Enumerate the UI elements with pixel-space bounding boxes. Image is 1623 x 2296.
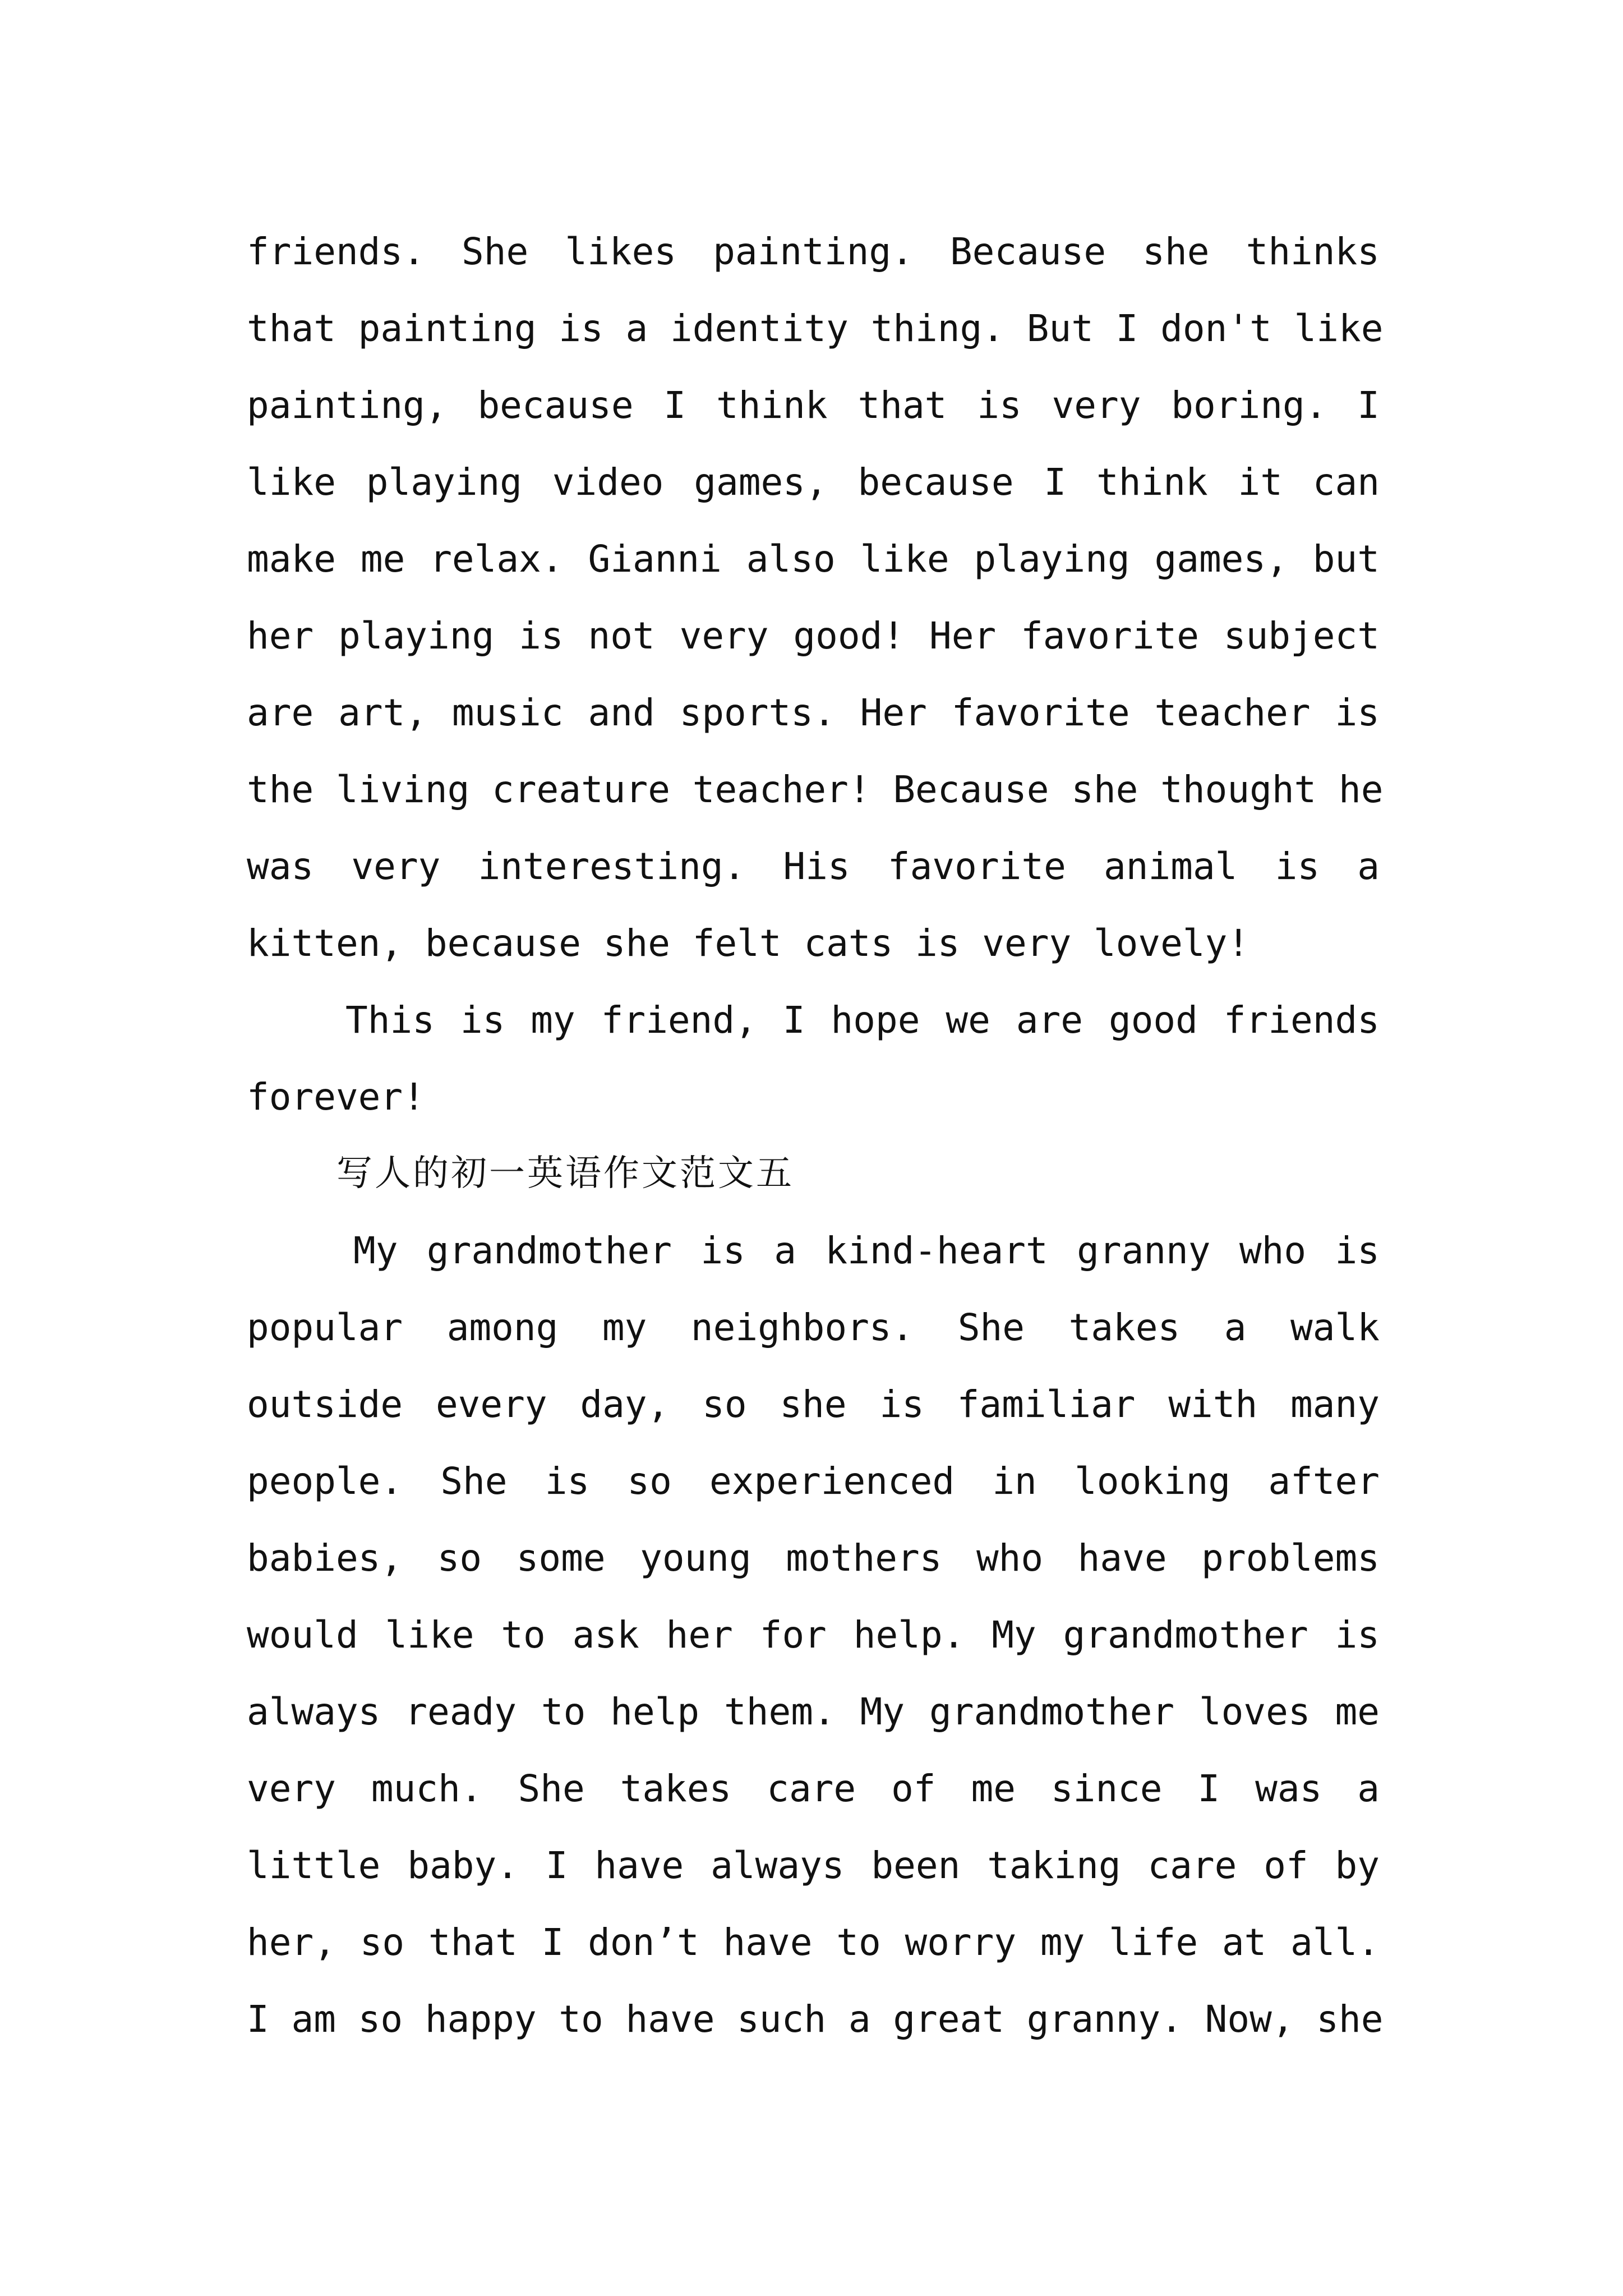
paragraph-1-line-7: are art, music and sports. Her favorite teacher is xyxy=(247,691,1380,734)
paragraph-1-line-9: was very interesting. His favorite animal is a xyxy=(247,845,1380,888)
paragraph-3-line-7: always ready to help them. My grandmother loves me xyxy=(247,1690,1380,1733)
paragraph-1-line-3: painting, because I think that is very boring. I xyxy=(247,384,1380,427)
paragraph-1-line-4: like playing video games, because I think it can xyxy=(247,461,1380,504)
section-heading: 写人的初一英语作文范文五 xyxy=(336,1153,794,1194)
paragraph-3-line-10: her, so that I don’t have to worry my life at all. xyxy=(247,1921,1380,1964)
paragraph-3-line-9: little baby. I have always been taking care of by xyxy=(247,1844,1380,1887)
paragraph-1-line-8: the living creature teacher! Because she thought he xyxy=(247,768,1384,811)
paragraph-3-line-11: I am so happy to have such a great granny. Now, she xyxy=(247,1998,1384,2041)
paragraph-1-line-6: her playing is not very good! Her favorite subject xyxy=(247,614,1380,657)
paragraph-2-line-1: This is my friend, I hope we are good friends xyxy=(345,999,1380,1042)
paragraph-3-line-2: popular among my neighbors. She takes a walk xyxy=(247,1306,1380,1349)
paragraph-3-line-1: My grandmother is a kind-heart granny who is xyxy=(353,1229,1380,1272)
paragraph-3-line-5: babies, so some young mothers who have problems xyxy=(247,1536,1380,1580)
paragraph-1-line-2: that painting is a identity thing. But I don't like xyxy=(247,307,1384,350)
paragraph-2-line-2: forever! xyxy=(247,1075,425,1119)
paragraph-1-line-10: kitten, because she felt cats is very lovely! xyxy=(247,922,1250,965)
paragraph-1-line-5: make me relax. Gianni also like playing games, but xyxy=(247,537,1380,581)
paragraph-1-line-1: friends. She likes painting. Because she thinks xyxy=(247,230,1380,273)
paragraph-3-line-3: outside every day, so she is familiar with many xyxy=(247,1383,1380,1426)
paragraph-3-line-4: people. She is so experienced in looking after xyxy=(247,1460,1380,1503)
paragraph-3-line-8: very much. She takes care of me since I was a xyxy=(247,1767,1380,1810)
document-body xyxy=(247,213,1384,2058)
paragraph-3-line-6: would like to ask her for help. My grandmother is xyxy=(247,1613,1380,1657)
